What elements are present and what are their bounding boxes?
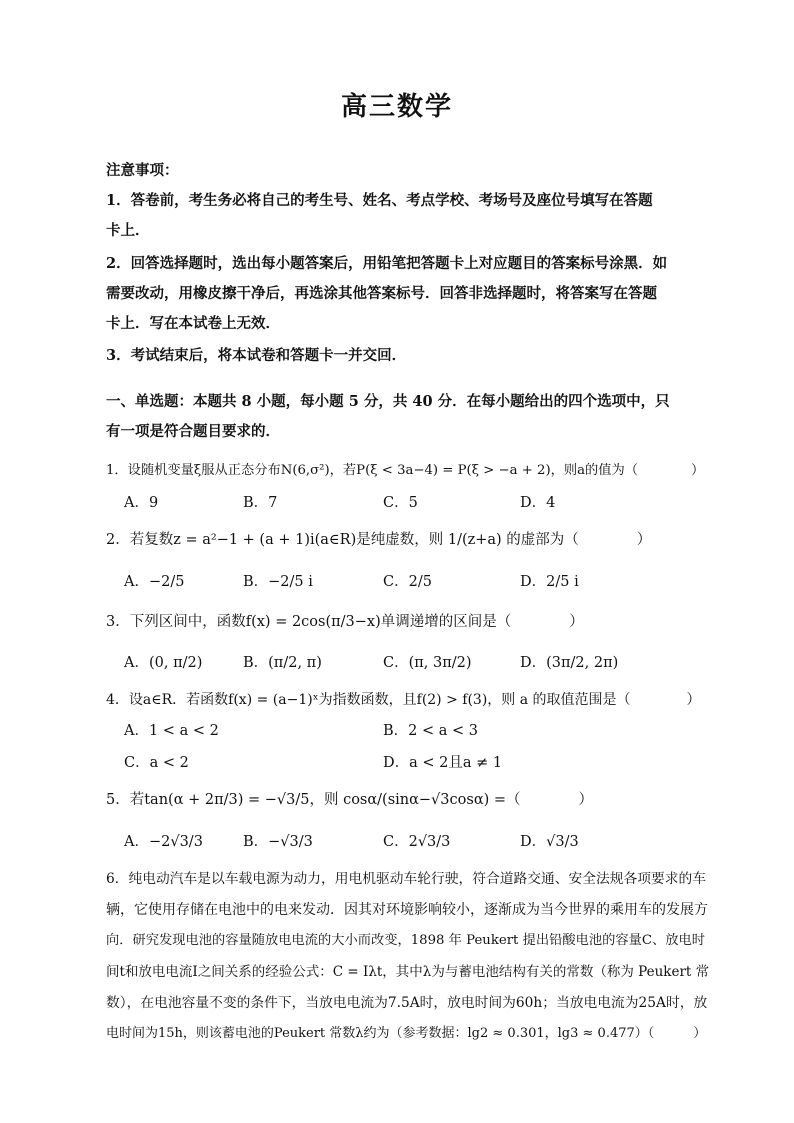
q2-option-d: D．2/5 i bbox=[520, 574, 579, 590]
q1-option-b: B．7 bbox=[243, 495, 278, 511]
q4-option-a: A．1 < a < 2 bbox=[124, 723, 219, 739]
q1-option-c: C．5 bbox=[383, 495, 418, 511]
q2-option-b: B．−2/5 i bbox=[243, 574, 313, 590]
q3-option-b: B．(π/2, π) bbox=[243, 655, 322, 671]
notice-line: 卡上．写在本试卷上无效． bbox=[106, 315, 280, 332]
question-1-stem: 1．设随机变量ξ服从正态分布N(6,σ²)，若P(ξ < 3a−4) = P(ξ > −a + 2)，则a的值为（ ） bbox=[106, 463, 705, 478]
q3-option-d: D．(3π/2, 2π) bbox=[520, 655, 619, 671]
question-2-stem: 2．若复数z = a²−1 + (a + 1)i(a∈R)是纯虚数，则 1/(z+a) 的虚部为（ ） bbox=[106, 532, 652, 548]
page-title: 高三数学 bbox=[340, 92, 453, 122]
notice-line: 1．答卷前，考生务必将自己的考生号、姓名、考点学校、考场号及座位号填写在答题 bbox=[106, 192, 653, 209]
q2-option-a: A．−2/5 bbox=[124, 574, 185, 590]
question-6-line: 向．研究发现电池的容量随放电电流的大小而改变，1898 年 Peukert 提出铅酸电池的容量C、放电时 bbox=[106, 933, 705, 948]
q4-option-c: C．a < 2 bbox=[124, 755, 189, 771]
q2-option-c: C．2/5 bbox=[383, 574, 432, 590]
question-6-line: 数），在电池容量不变的条件下，当放电电流为7.5A时，放电时间为60h；当放电电流为25A时，放 bbox=[106, 995, 708, 1011]
section-heading: 一、单选题：本题共 8 小题，每小题 5 分，共 40 分．在每小题给出的四个选项中，只 bbox=[106, 393, 670, 410]
question-3-stem: 3．下列区间中，函数f(x) = 2cos(π/3−x)单调递增的区间是（ ） bbox=[106, 614, 584, 630]
q3-option-a: A．(0, π/2) bbox=[124, 655, 203, 671]
q4-option-d: D．a < 2且a ≠ 1 bbox=[383, 755, 503, 771]
q5-option-c: C．2√3/3 bbox=[383, 834, 451, 850]
question-6-line: 辆，它使用存储在电池中的电来发动．因其对环境影响较小，逐渐成为当今世界的乘用车的发展方 bbox=[106, 902, 708, 918]
q5-option-d: D．√3/3 bbox=[520, 834, 579, 850]
section-heading-cont: 有一项是符合题目要求的． bbox=[106, 423, 280, 440]
notice-line: 卡上． bbox=[106, 222, 150, 239]
question-4-stem: 4．设a∈R．若函数f(x) = (a−1)ˣ为指数函数，且f(2) > f(3)，则 a 的取值范围是（ ） bbox=[106, 692, 701, 708]
notice-line: 3．考试结束后，将本试卷和答题卡一并交回． bbox=[106, 347, 407, 364]
notice-heading: 注意事项： bbox=[106, 162, 179, 179]
q1-option-a: A．9 bbox=[124, 495, 159, 511]
q5-option-b: B．−√3/3 bbox=[243, 834, 313, 850]
question-6-line: 电时间为15h，则该蓄电池的Peukert 常数λ约为（参考数据：lg2 ≈ 0.301，lg3 ≈ 0.477）（ ） bbox=[106, 1026, 707, 1041]
question-5-stem: 5．若tan(α + 2π/3) = −√3/5，则 cosα/(sinα−√3cosα) =（ ） bbox=[106, 792, 594, 808]
q4-option-b: B．2 < a < 3 bbox=[383, 723, 478, 739]
notice-line: 需要改动，用橡皮擦干净后，再选涂其他答案标号．回答非选择题时，将答案写在答题 bbox=[106, 285, 657, 302]
question-6-line: 6．纯电动汽车是以车载电源为动力，用电机驱动车轮行驶，符合道路交通、安全法规各项要求的车 bbox=[106, 871, 707, 887]
q3-option-c: C．(π, 3π/2) bbox=[383, 655, 472, 671]
q5-option-a: A．−2√3/3 bbox=[124, 834, 203, 850]
notice-line: 2．回答选择题时，选出每小题答案后，用铅笔把答题卡上对应题目的答案标号涂黑．如 bbox=[106, 255, 668, 272]
q1-option-d: D．4 bbox=[520, 495, 556, 511]
question-6-line: 间t和放电电流I之间关系的经验公式：C = Iλt，其中λ为与蓄电池结构有关的常数（称为 Peukert 常 bbox=[106, 964, 710, 980]
